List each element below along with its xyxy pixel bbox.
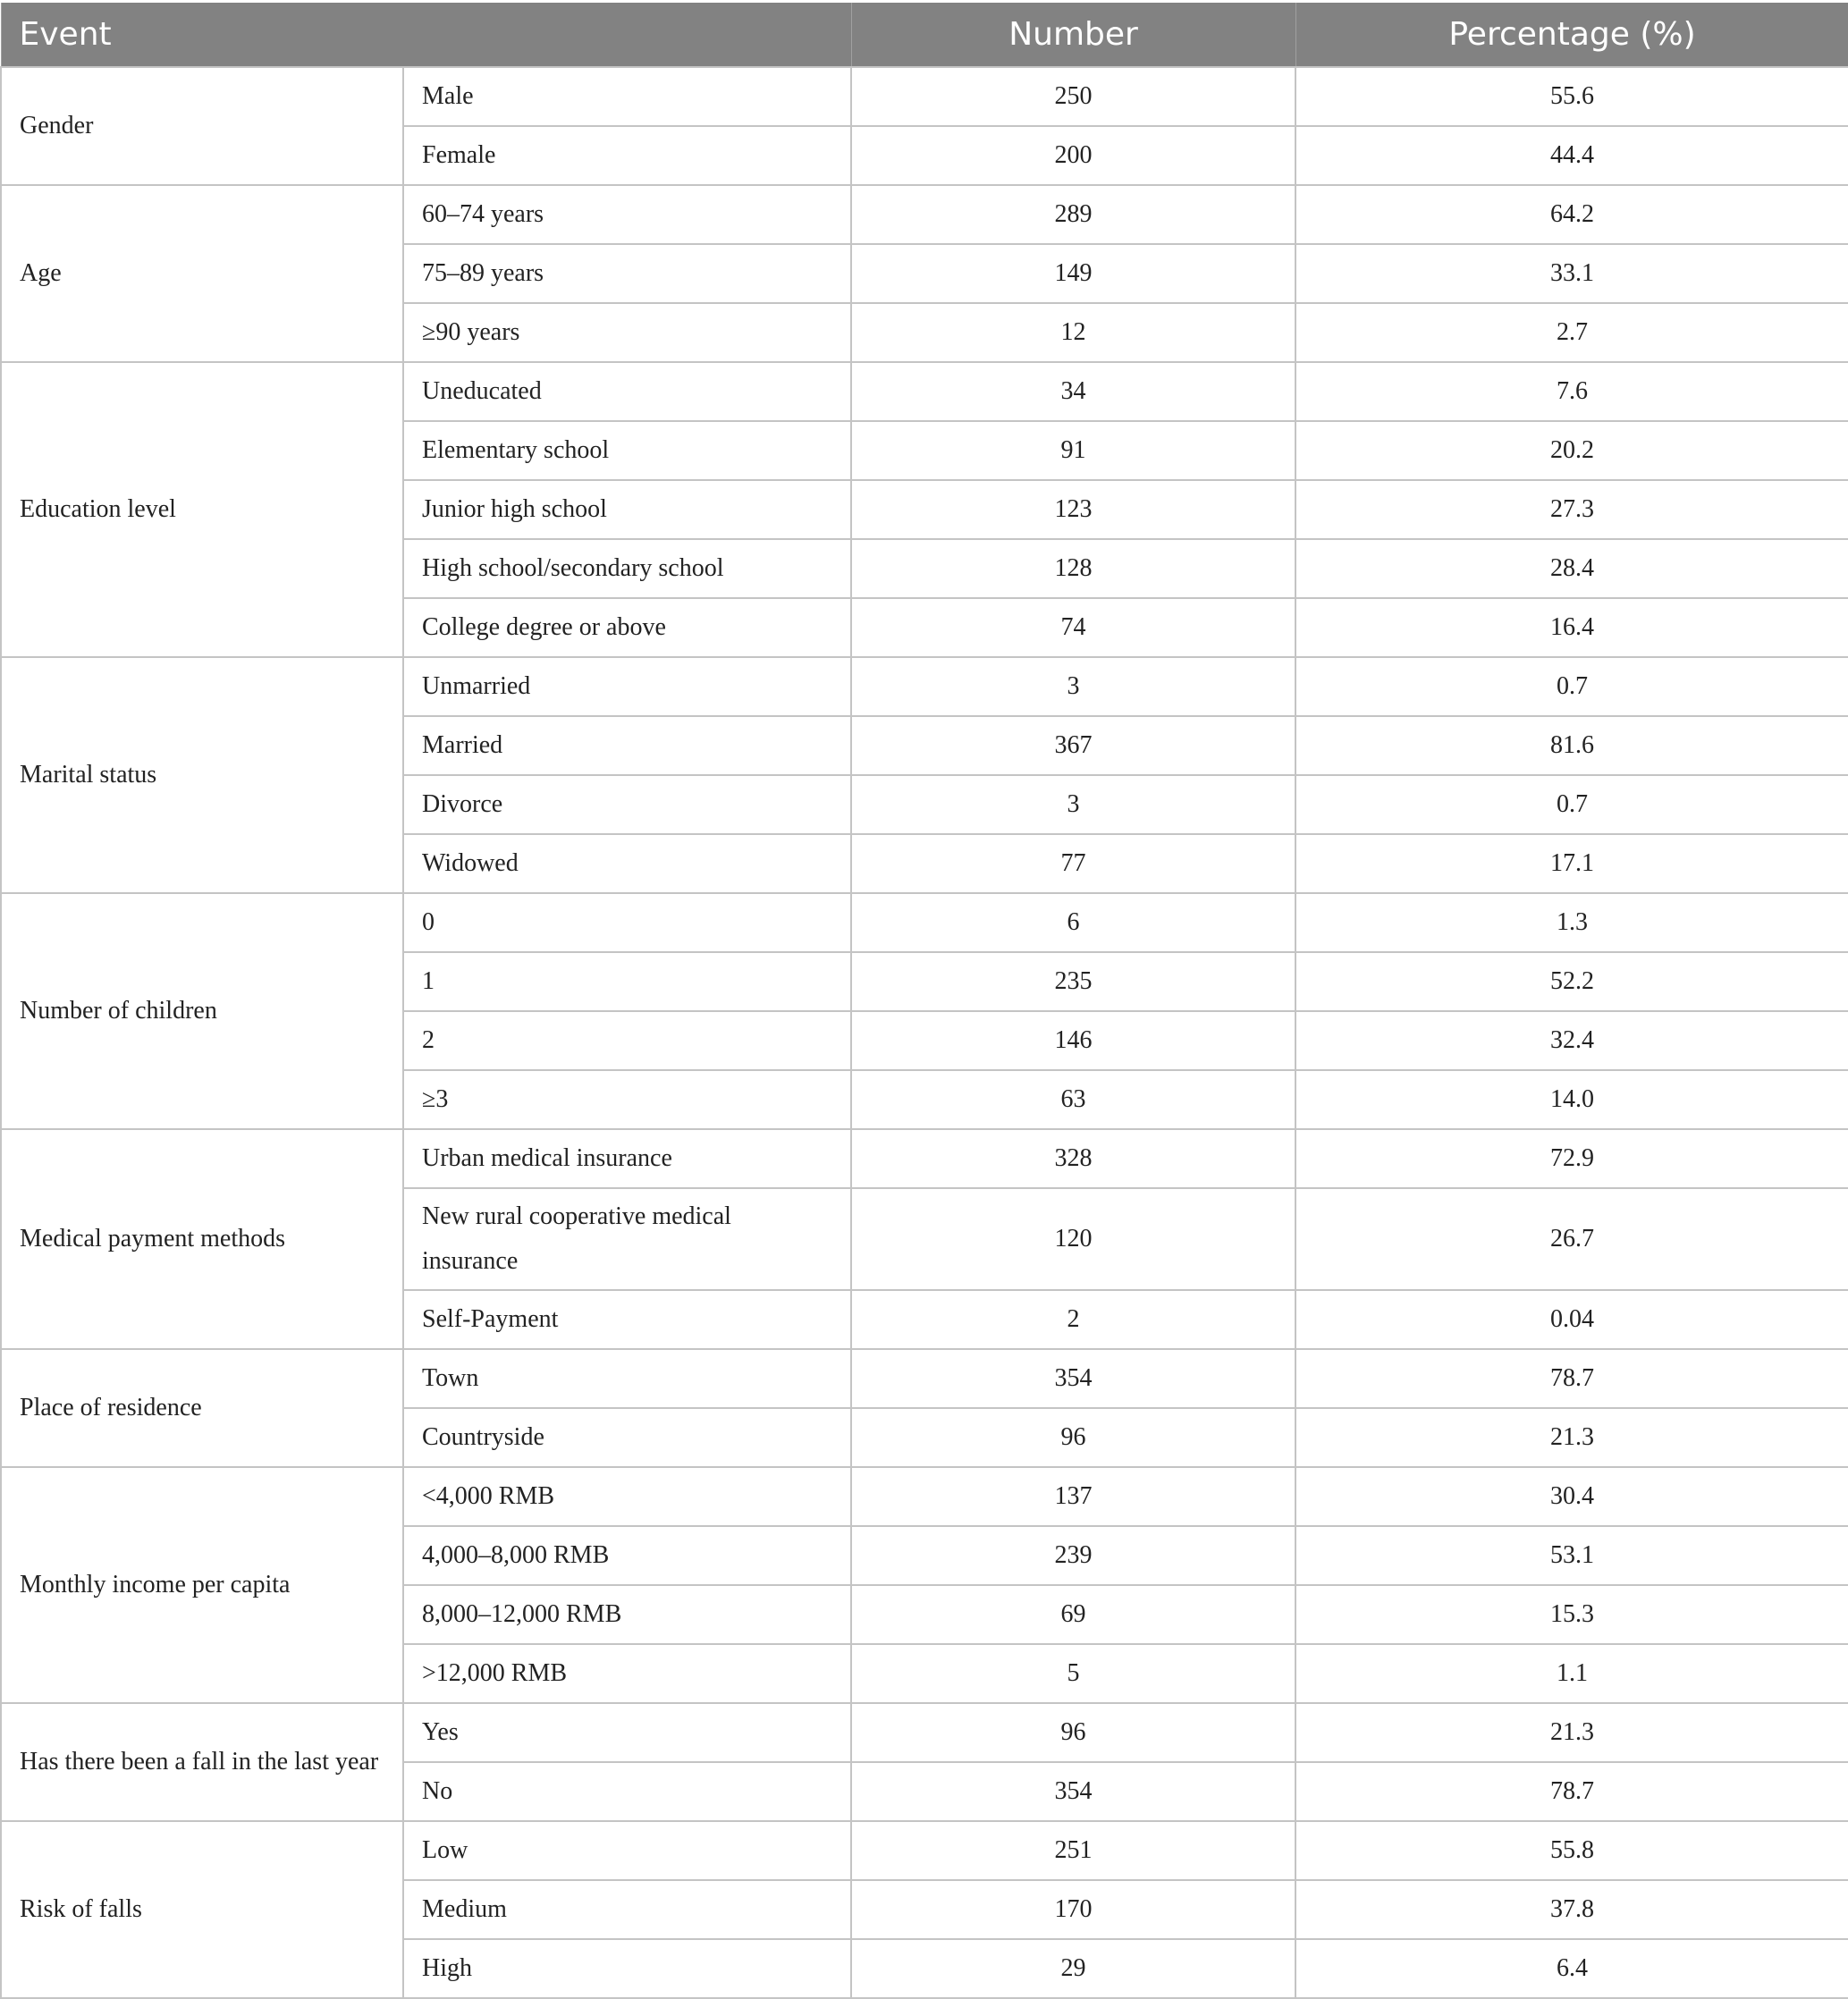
subcategory-cell: Low (403, 1821, 851, 1880)
number-cell: 123 (851, 480, 1295, 539)
category-cell: Education level (1, 362, 403, 657)
category-cell: Age (1, 185, 403, 362)
subcategory-cell: No (403, 1762, 851, 1821)
percentage-cell: 15.3 (1295, 1585, 1848, 1644)
number-cell: 96 (851, 1703, 1295, 1762)
subcategory-cell: High (403, 1939, 851, 1998)
header-row (1, 3, 1848, 67)
percentage-cell: 27.3 (1295, 480, 1848, 539)
subcategory-cell: Medium (403, 1880, 851, 1939)
table-row (1, 362, 1848, 421)
percentage-cell: 7.6 (1295, 362, 1848, 421)
number-cell: 3 (851, 775, 1295, 834)
category-cell: Medical payment methods (1, 1129, 403, 1349)
percentage-cell: 0.7 (1295, 657, 1848, 716)
number-cell: 29 (851, 1939, 1295, 1998)
percentage-cell: 30.4 (1295, 1467, 1848, 1526)
subcategory-cell: Male (403, 67, 851, 126)
number-cell: 146 (851, 1011, 1295, 1070)
number-cell: 2 (851, 1290, 1295, 1349)
subcategory-cell: Town (403, 1349, 851, 1408)
table-row (1, 1703, 1848, 1762)
category-cell: Monthly income per capita (1, 1467, 403, 1703)
number-cell: 251 (851, 1821, 1295, 1880)
subcategory-cell: Unmarried (403, 657, 851, 716)
subcategory-cell: Junior high school (403, 480, 851, 539)
number-cell: 239 (851, 1526, 1295, 1585)
percentage-cell: 6.4 (1295, 1939, 1848, 1998)
number-cell: 137 (851, 1467, 1295, 1526)
percentage-cell: 20.2 (1295, 421, 1848, 480)
percentage-cell: 0.7 (1295, 775, 1848, 834)
category-cell: Has there been a fall in the last year (1, 1703, 403, 1821)
subcategory-cell: Elementary school (403, 421, 851, 480)
table-header (1, 3, 1848, 67)
subcategory-cell: Urban medical insurance (403, 1129, 851, 1188)
number-cell: 128 (851, 539, 1295, 598)
subcategory-cell: High school/secondary school (403, 539, 851, 598)
header-number: Number (851, 3, 1295, 67)
number-cell: 34 (851, 362, 1295, 421)
table-row (1, 185, 1848, 244)
percentage-cell: 81.6 (1295, 716, 1848, 775)
number-cell: 149 (851, 244, 1295, 303)
percentage-cell: 37.8 (1295, 1880, 1848, 1939)
subcategory-cell: New rural cooperative medical insurance (403, 1188, 851, 1290)
category-cell: Marital status (1, 657, 403, 893)
number-cell: 250 (851, 67, 1295, 126)
percentage-cell: 33.1 (1295, 244, 1848, 303)
percentage-cell: 53.1 (1295, 1526, 1848, 1585)
percentage-cell: 64.2 (1295, 185, 1848, 244)
subcategory-cell: >12,000 RMB (403, 1644, 851, 1703)
subcategory-cell: Married (403, 716, 851, 775)
percentage-cell: 32.4 (1295, 1011, 1848, 1070)
subcategory-cell: 4,000–8,000 RMB (403, 1526, 851, 1585)
category-cell: Place of residence (1, 1349, 403, 1467)
table-body (1, 67, 1848, 1998)
subcategory-cell: Female (403, 126, 851, 185)
subcategory-cell: Self-Payment (403, 1290, 851, 1349)
table-row (1, 1467, 1848, 1526)
number-cell: 200 (851, 126, 1295, 185)
table-row (1, 67, 1848, 126)
percentage-cell: 78.7 (1295, 1349, 1848, 1408)
percentage-cell: 1.1 (1295, 1644, 1848, 1703)
subcategory-cell: 0 (403, 893, 851, 952)
demographics-table (0, 3, 1848, 1999)
percentage-cell: 0.04 (1295, 1290, 1848, 1349)
percentage-cell: 16.4 (1295, 598, 1848, 657)
number-cell: 367 (851, 716, 1295, 775)
percentage-cell: 14.0 (1295, 1070, 1848, 1129)
number-cell: 3 (851, 657, 1295, 716)
number-cell: 77 (851, 834, 1295, 893)
subcategory-cell: College degree or above (403, 598, 851, 657)
table-container (0, 3, 1848, 1999)
subcategory-cell: Divorce (403, 775, 851, 834)
number-cell: 235 (851, 952, 1295, 1011)
subcategory-cell: ≥90 years (403, 303, 851, 362)
percentage-cell: 2.7 (1295, 303, 1848, 362)
percentage-cell: 26.7 (1295, 1188, 1848, 1290)
percentage-cell: 21.3 (1295, 1703, 1848, 1762)
percentage-cell: 72.9 (1295, 1129, 1848, 1188)
subcategory-cell: ≥3 (403, 1070, 851, 1129)
number-cell: 74 (851, 598, 1295, 657)
subcategory-cell: 60–74 years (403, 185, 851, 244)
subcategory-cell: Uneducated (403, 362, 851, 421)
percentage-cell: 17.1 (1295, 834, 1848, 893)
number-cell: 91 (851, 421, 1295, 480)
number-cell: 96 (851, 1408, 1295, 1467)
percentage-cell: 78.7 (1295, 1762, 1848, 1821)
subcategory-cell: 75–89 years (403, 244, 851, 303)
number-cell: 170 (851, 1880, 1295, 1939)
table-row (1, 1821, 1848, 1880)
category-cell: Risk of falls (1, 1821, 403, 1998)
table-row (1, 1129, 1848, 1188)
number-cell: 69 (851, 1585, 1295, 1644)
number-cell: 5 (851, 1644, 1295, 1703)
number-cell: 289 (851, 185, 1295, 244)
table-row (1, 657, 1848, 716)
subcategory-cell: 1 (403, 952, 851, 1011)
percentage-cell: 21.3 (1295, 1408, 1848, 1467)
subcategory-cell: <4,000 RMB (403, 1467, 851, 1526)
category-cell: Gender (1, 67, 403, 185)
subcategory-cell: Yes (403, 1703, 851, 1762)
percentage-cell: 55.8 (1295, 1821, 1848, 1880)
category-cell: Number of children (1, 893, 403, 1129)
subcategory-cell: 2 (403, 1011, 851, 1070)
number-cell: 63 (851, 1070, 1295, 1129)
percentage-cell: 1.3 (1295, 893, 1848, 952)
header-percentage: Percentage (%) (1295, 3, 1848, 67)
number-cell: 6 (851, 893, 1295, 952)
percentage-cell: 28.4 (1295, 539, 1848, 598)
percentage-cell: 44.4 (1295, 126, 1848, 185)
header-event: Event (1, 3, 851, 67)
subcategory-cell: 8,000–12,000 RMB (403, 1585, 851, 1644)
subcategory-cell: Countryside (403, 1408, 851, 1467)
number-cell: 328 (851, 1129, 1295, 1188)
number-cell: 354 (851, 1762, 1295, 1821)
number-cell: 120 (851, 1188, 1295, 1290)
subcategory-cell: Widowed (403, 834, 851, 893)
percentage-cell: 55.6 (1295, 67, 1848, 126)
number-cell: 354 (851, 1349, 1295, 1408)
table-row (1, 893, 1848, 952)
table-row (1, 1349, 1848, 1408)
percentage-cell: 52.2 (1295, 952, 1848, 1011)
number-cell: 12 (851, 303, 1295, 362)
